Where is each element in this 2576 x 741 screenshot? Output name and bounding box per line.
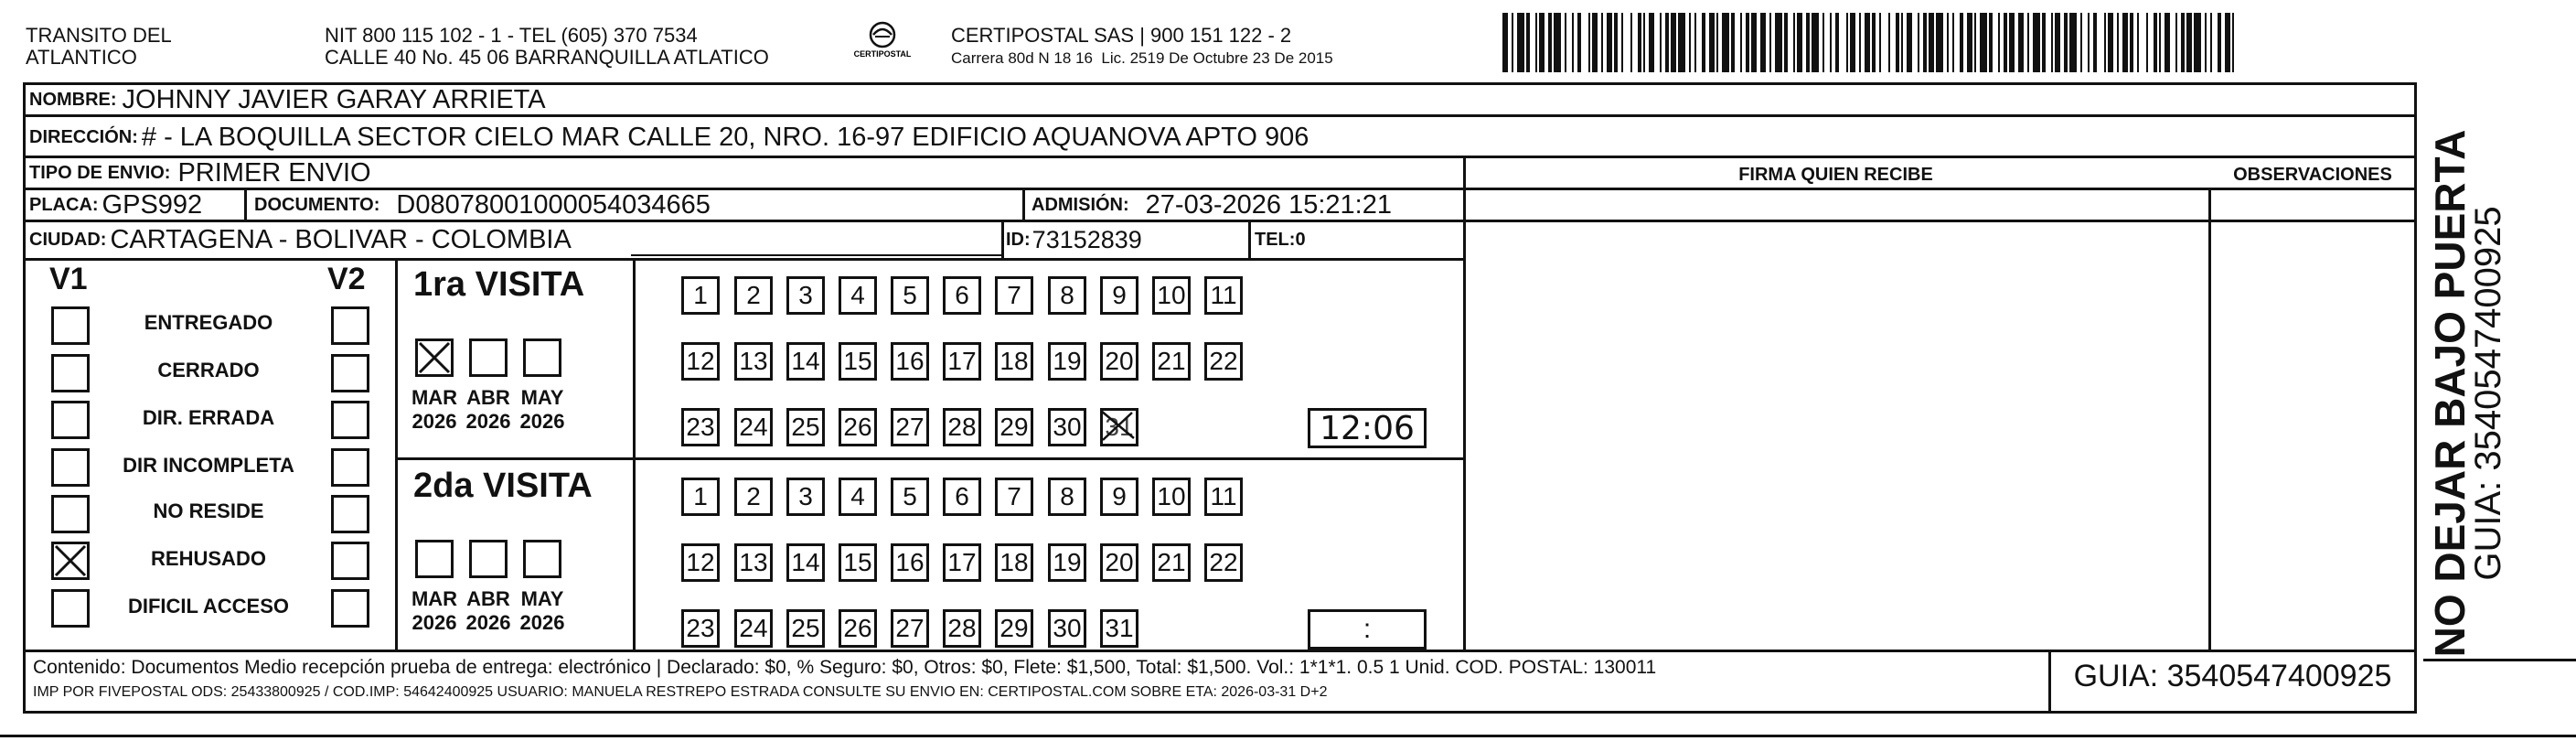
org-address: CALLE 40 No. 45 06 BARRANQUILLA ATLATICO <box>325 46 769 69</box>
day-box[interactable]: 16 <box>891 342 929 381</box>
day-box[interactable]: 28 <box>943 609 981 648</box>
visit-title: 1ra VISITA <box>413 265 585 304</box>
day-box[interactable]: 24 <box>734 609 773 648</box>
day-box[interactable]: 7 <box>995 276 1033 315</box>
day-box[interactable]: 24 <box>734 408 773 446</box>
day-box[interactable]: 23 <box>681 408 720 446</box>
month-label <box>407 386 462 434</box>
day-box[interactable]: 4 <box>839 276 877 315</box>
day-box[interactable]: 26 <box>839 609 877 648</box>
footer-guia: GUIA: 3540547400925 <box>2073 659 2392 693</box>
month-checkbox[interactable] <box>469 338 508 377</box>
day-box[interactable]: 23 <box>681 609 720 648</box>
ciudad-value: CARTAGENA - BOLIVAR - COLOMBIA <box>110 224 572 254</box>
status-label: DIR INCOMPLETA <box>123 454 294 477</box>
month-name: ABR <box>466 587 510 610</box>
certipostal-logo <box>850 20 914 68</box>
tipo-label: TIPO DE ENVIO: <box>29 162 171 183</box>
barcode <box>1502 13 2234 72</box>
day-box[interactable]: 20 <box>1100 342 1138 381</box>
day-box[interactable]: 2 <box>734 478 773 516</box>
firma-header: FIRMA QUIEN RECIBE <box>1738 165 1933 185</box>
tel-cell <box>1255 224 1306 255</box>
month-label <box>515 587 570 635</box>
day-box[interactable]: 29 <box>995 408 1033 446</box>
day-box[interactable]: 1 <box>681 478 720 516</box>
day-box[interactable]: 12 <box>681 342 720 381</box>
status-label: DIR. ERRADA <box>142 406 275 429</box>
day-box[interactable]: 14 <box>786 543 825 582</box>
month-year: 2026 <box>519 611 565 634</box>
day-box[interactable]: 15 <box>839 543 877 582</box>
v2-checkbox[interactable] <box>331 448 369 487</box>
org-name-line1: TRANSITO DEL <box>26 24 172 47</box>
day-box[interactable]: 30 <box>1048 408 1086 446</box>
v1-checkbox[interactable] <box>51 495 90 533</box>
month-name: ABR <box>466 386 510 409</box>
day-box[interactable]: 6 <box>943 478 981 516</box>
day-box[interactable]: 9 <box>1100 276 1138 315</box>
day-box[interactable]: 6 <box>943 276 981 315</box>
v2-checkbox[interactable] <box>331 306 369 345</box>
company-name: CERTIPOSTAL SAS | 900 151 122 - 2 <box>951 24 1292 47</box>
day-box[interactable]: 8 <box>1048 276 1086 315</box>
month-label <box>461 386 516 434</box>
documento-cell <box>254 190 711 220</box>
v1-checkbox[interactable] <box>51 448 90 487</box>
day-box[interactable]: 10 <box>1152 276 1191 315</box>
day-box[interactable]: 21 <box>1152 342 1191 381</box>
visit-title: 2da VISITA <box>413 467 593 505</box>
placa-label: PLACA: <box>29 194 99 215</box>
day-box[interactable]: 22 <box>1204 543 1243 582</box>
month-year: 2026 <box>465 611 511 634</box>
no-dejar-text: NO DEJAR BAJO PUERTA <box>2426 129 2474 658</box>
day-box[interactable]: 13 <box>734 342 773 381</box>
day-box[interactable]: 7 <box>995 478 1033 516</box>
placa-value: GPS992 <box>102 189 203 220</box>
v2-checkbox[interactable] <box>331 542 369 580</box>
tipo-value: PRIMER ENVIO <box>177 157 371 188</box>
tel-value: 0 <box>1295 229 1306 250</box>
footer-contenido: Contenido: Documentos Medio recepción prueba de entrega: electrónico | Declarado: $0, % Seguro: $0, Otros: $0, Flete: $1,500, Total: $1,500. Vol.: 1*1*1. 0.5 1 Unid. COD. POSTAL: 130011 <box>33 657 1657 678</box>
tel-label: TEL: <box>1255 229 1296 250</box>
visit-time-box[interactable]: 12:06 <box>1308 408 1427 448</box>
admision-value: 27-03-2026 15:21:21 <box>1145 189 1392 220</box>
day-box[interactable]: 22 <box>1204 342 1243 381</box>
month-checkbox[interactable] <box>415 338 454 377</box>
day-box[interactable]: 28 <box>943 408 981 446</box>
v2-header: V2 <box>327 262 366 296</box>
day-box[interactable]: 5 <box>891 478 929 516</box>
day-box[interactable]: 2 <box>734 276 773 315</box>
month-name: MAR <box>411 587 458 610</box>
vertical-notice <box>2426 129 2508 658</box>
day-box[interactable]: 18 <box>995 543 1033 582</box>
direccion-label: DIRECCIÓN: <box>29 126 138 147</box>
day-box[interactable]: 21 <box>1152 543 1191 582</box>
v1-checkbox[interactable] <box>51 542 90 580</box>
day-box[interactable]: 4 <box>839 478 877 516</box>
status-label: NO RESIDE <box>153 499 264 522</box>
month-checkbox[interactable] <box>523 540 561 578</box>
v1-checkbox[interactable] <box>51 401 90 439</box>
v2-checkbox[interactable] <box>331 495 369 533</box>
day-box[interactable]: 14 <box>786 342 825 381</box>
v1-checkbox[interactable] <box>51 306 90 345</box>
day-box[interactable]: 20 <box>1100 543 1138 582</box>
month-label <box>461 587 516 635</box>
status-label: CERRADO <box>157 359 260 381</box>
documento-value: D08078001000054034665 <box>396 189 711 220</box>
day-box[interactable]: 25 <box>786 609 825 648</box>
id-value: 73152839 <box>1031 225 1142 253</box>
ciudad-label: CIUDAD: <box>29 229 107 250</box>
admision-cell <box>1031 190 1392 220</box>
day-box[interactable]: 3 <box>786 478 825 516</box>
day-box[interactable]: 26 <box>839 408 877 446</box>
day-box[interactable]: 12 <box>681 543 720 582</box>
day-box[interactable]: 29 <box>995 609 1033 648</box>
month-checkbox[interactable] <box>415 540 454 578</box>
month-year: 2026 <box>412 410 457 433</box>
v2-checkbox[interactable] <box>331 589 369 628</box>
month-name: MAY <box>520 386 564 409</box>
day-box[interactable]: 18 <box>995 342 1033 381</box>
footer-imp: IMP POR FIVEPOSTAL ODS: 25433800925 / COD.IMP: 54642400925 USUARIO: MANUELA RESTREPO ESTRADA CONSULTE SU ENVIO EN: CERTIPOSTAL.COM SOBRE ETA: 2026-03-31 D+2 <box>33 684 1328 700</box>
v2-checkbox[interactable] <box>331 354 369 392</box>
tipo-row <box>29 158 371 188</box>
day-box[interactable]: 19 <box>1048 543 1086 582</box>
day-box[interactable]: 8 <box>1048 478 1086 516</box>
status-label: REHUSADO <box>151 547 266 570</box>
direccion-row <box>29 121 1309 154</box>
org-nit: NIT 800 115 102 - 1 - TEL (605) 370 7534 <box>325 24 698 47</box>
documento-label: DOCUMENTO: <box>254 194 380 215</box>
org-name-line2: ATLANTICO <box>26 46 137 69</box>
day-box[interactable]: 3 <box>786 276 825 315</box>
day-box[interactable]: 15 <box>839 342 877 381</box>
vertical-guia: GUIA: 3540547400925 <box>2468 206 2508 581</box>
month-checkbox[interactable] <box>523 338 561 377</box>
month-year: 2026 <box>465 410 511 433</box>
placa-cell <box>29 190 202 220</box>
day-box[interactable]: 27 <box>891 408 929 446</box>
id-label: ID: <box>1006 229 1031 250</box>
status-label: ENTREGADO <box>144 311 273 334</box>
visit-time-box[interactable]: : <box>1308 609 1427 650</box>
month-label <box>515 386 570 434</box>
v2-checkbox[interactable] <box>331 401 369 439</box>
day-box[interactable]: 11 <box>1204 478 1243 516</box>
day-box[interactable]: 10 <box>1152 478 1191 516</box>
day-box[interactable]: 13 <box>734 543 773 582</box>
month-year: 2026 <box>412 611 457 634</box>
v1-header: V1 <box>49 262 88 296</box>
month-name: MAY <box>520 587 564 610</box>
month-label <box>407 587 462 635</box>
nombre-row <box>29 86 546 114</box>
month-year: 2026 <box>519 410 565 433</box>
status-label: DIFICIL ACCESO <box>127 595 289 618</box>
day-box[interactable]: 9 <box>1100 478 1138 516</box>
svg-text:CERTIPOSTAL: CERTIPOSTAL <box>853 49 912 59</box>
admision-label: ADMISIÓN: <box>1031 194 1129 215</box>
nombre-value: JOHNNY JAVIER GARAY ARRIETA <box>122 85 546 114</box>
company-license: Carrera 80d N 18 16 Lic. 2519 De Octubre 23 De 2015 <box>951 49 1333 67</box>
day-box[interactable]: 1 <box>681 276 720 315</box>
month-checkbox[interactable] <box>469 540 508 578</box>
day-box[interactable]: 11 <box>1204 276 1243 315</box>
nombre-label: NOMBRE: <box>29 90 117 110</box>
v1-checkbox[interactable] <box>51 354 90 392</box>
day-box[interactable]: 17 <box>943 543 981 582</box>
id-cell <box>1006 224 1142 255</box>
day-box[interactable]: 19 <box>1048 342 1086 381</box>
day-box[interactable]: 27 <box>891 609 929 648</box>
v1-checkbox[interactable] <box>51 589 90 628</box>
day-box[interactable]: 5 <box>891 276 929 315</box>
ciudad-cell <box>29 224 572 255</box>
day-box[interactable]: 17 <box>943 342 981 381</box>
day-box[interactable]: 25 <box>786 408 825 446</box>
month-name: MAR <box>411 386 458 409</box>
day-box[interactable]: 31 <box>1100 408 1138 446</box>
direccion-value: # - LA BOQUILLA SECTOR CIELO MAR CALLE 20, NRO. 16-97 EDIFICIO AQUANOVA APTO 906 <box>141 122 1309 152</box>
day-box[interactable]: 16 <box>891 543 929 582</box>
observaciones-header: OBSERVACIONES <box>2233 165 2392 185</box>
day-box[interactable]: 31 <box>1100 609 1138 648</box>
day-box[interactable]: 30 <box>1048 609 1086 648</box>
